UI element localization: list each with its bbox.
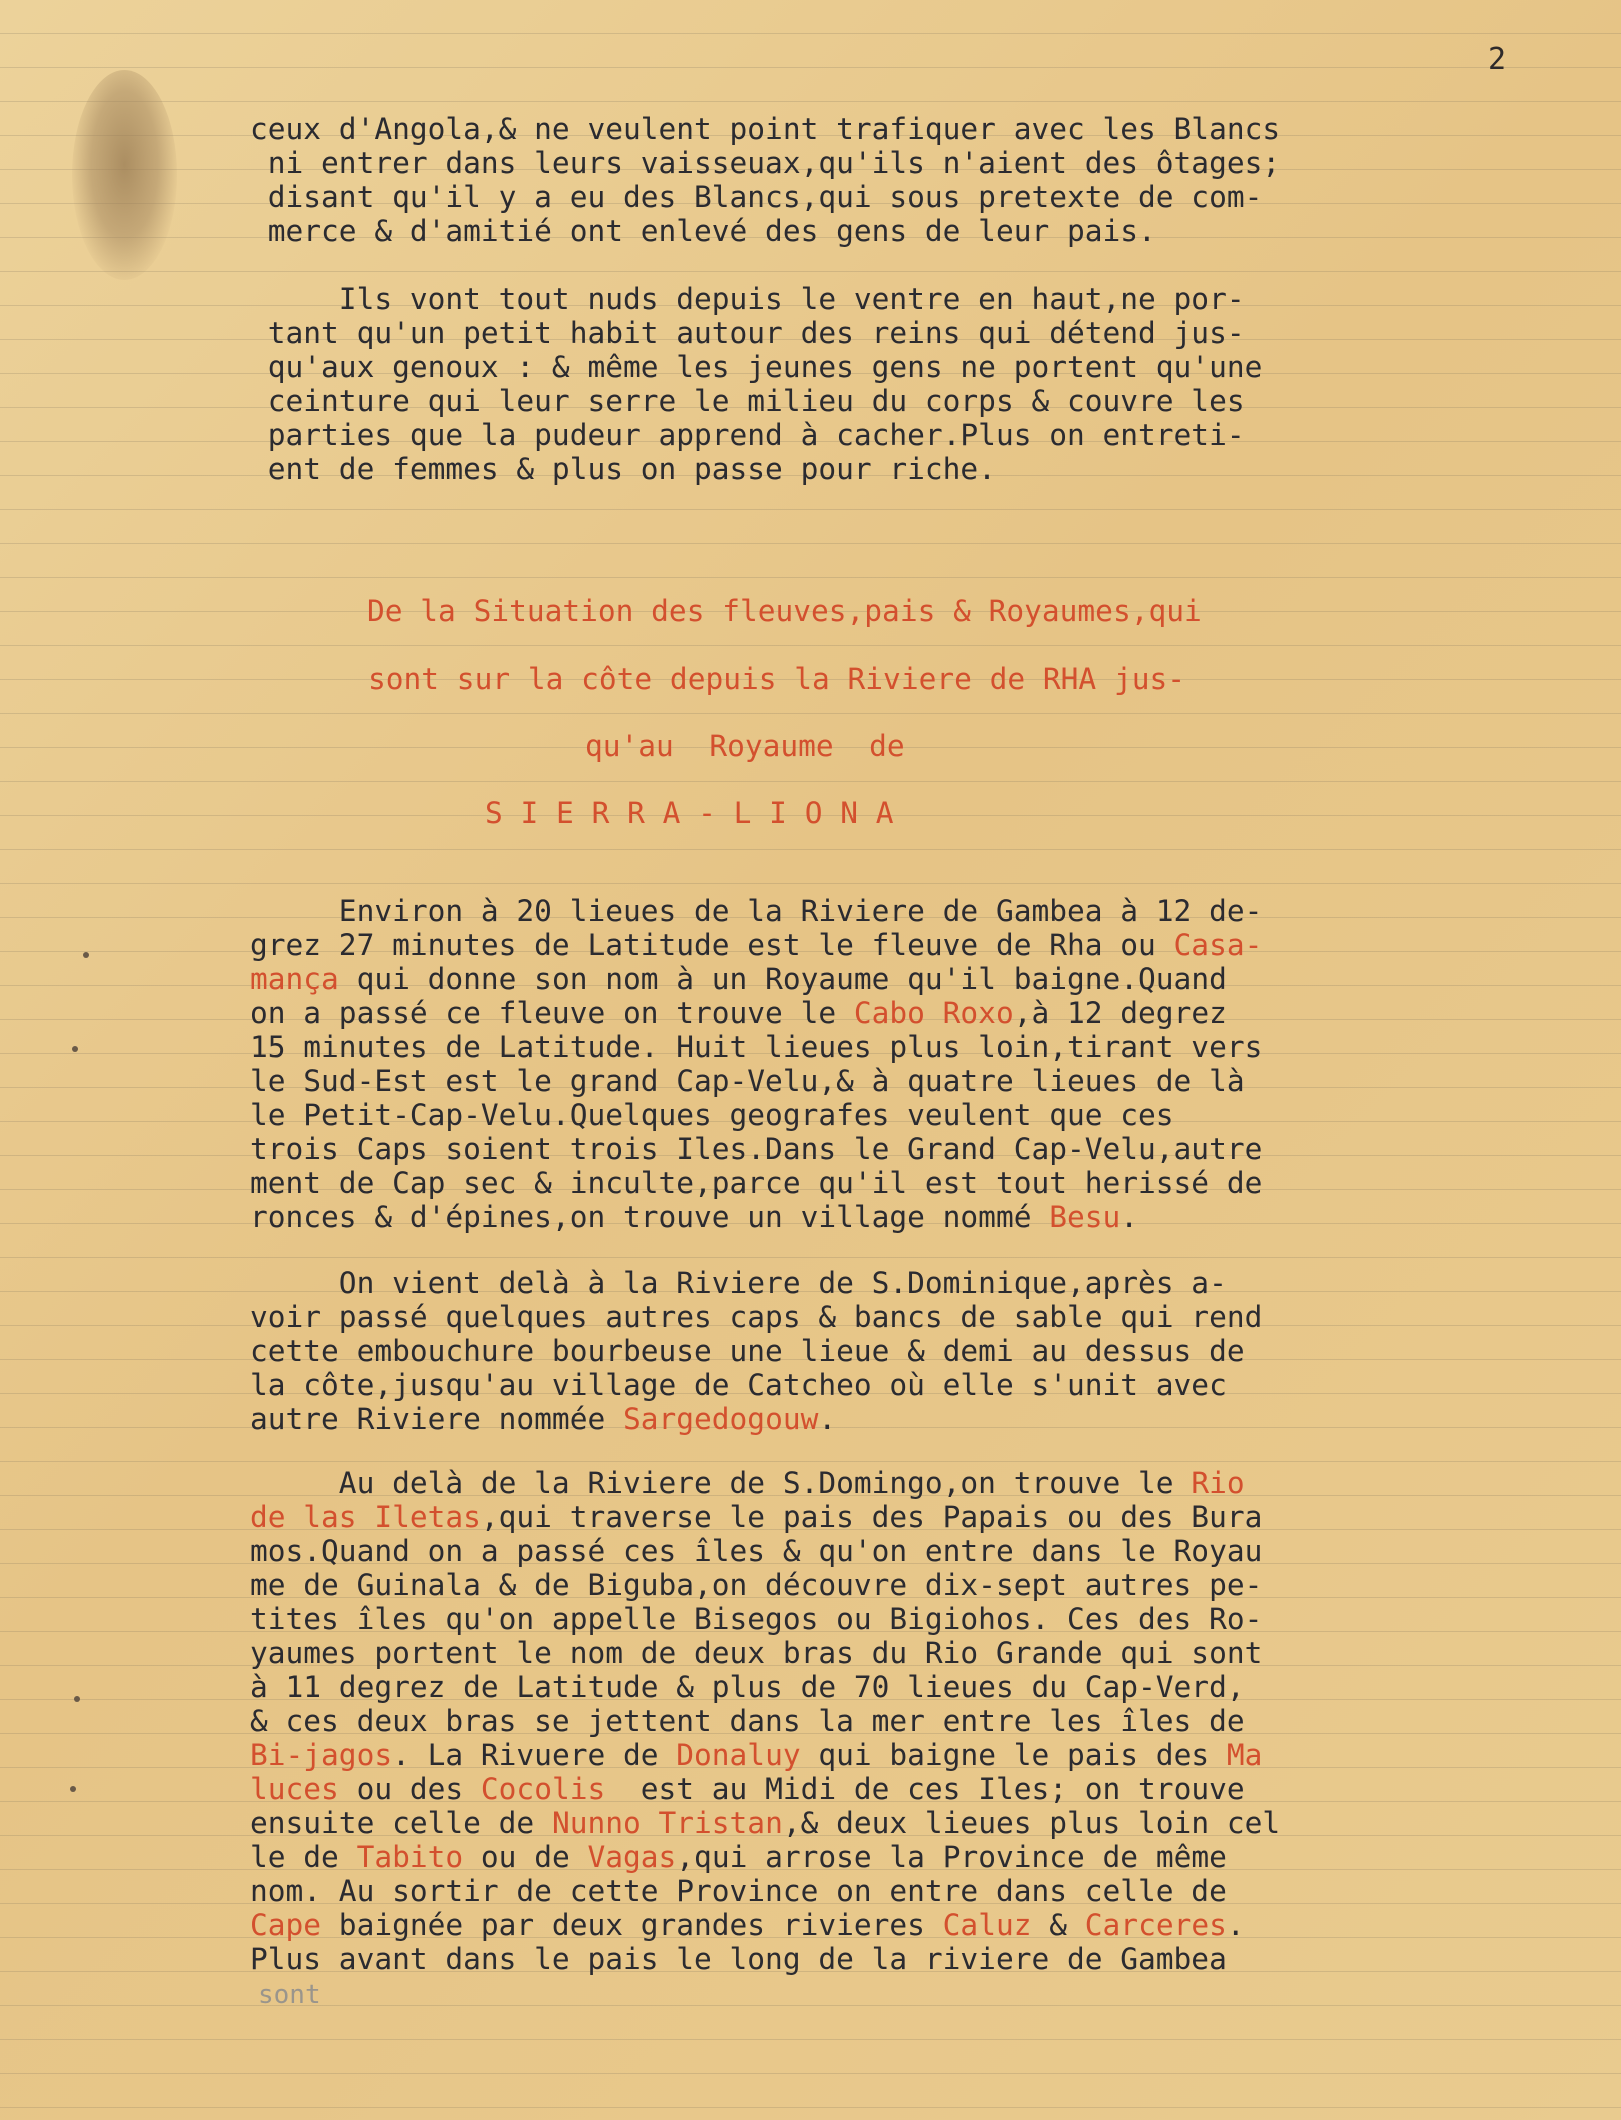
text-line bbox=[250, 1636, 1430, 1670]
text-run: Environ à 20 lieues de la Riviere de Gambea à 12 de- bbox=[250, 894, 1263, 928]
text-run: Plus avant dans le pais le long de la riviere de Gambea bbox=[250, 1942, 1227, 1976]
text-line bbox=[250, 1738, 1430, 1772]
text-run: mos.Quand on a passé ces îles & qu'on entre dans le Royau bbox=[250, 1534, 1263, 1568]
paragraph-2 bbox=[250, 282, 1430, 486]
text-run: ment de Cap sec & inculte,parce qu'il est tout herissé de bbox=[250, 1166, 1263, 1200]
place-name: Tabito bbox=[356, 1840, 464, 1874]
text-run: On vient delà à la Riviere de S.Dominique,après a- bbox=[250, 1266, 1227, 1300]
text-line bbox=[250, 1670, 1430, 1704]
text-line: ceinture qui leur serre le milieu du corps & couvre les bbox=[250, 384, 1245, 418]
text-line bbox=[250, 1402, 1430, 1436]
text-run: qui baigne le pais des bbox=[800, 1738, 1227, 1772]
place-name: Besu bbox=[1049, 1200, 1121, 1234]
text-run: le Sud-Est est le grand Cap-Velu,& à quatre lieues de là bbox=[250, 1064, 1245, 1098]
text-run: voir passé quelques autres caps & bancs de sable qui rend bbox=[250, 1300, 1263, 1334]
text-line bbox=[250, 1500, 1430, 1534]
text-line: disant qu'il y a eu des Blancs,qui sous pretexte de com- bbox=[250, 180, 1263, 214]
text-run: ou de bbox=[463, 1840, 588, 1874]
text-run: cette embouchure bourbeuse une lieue & demi au dessus de bbox=[250, 1334, 1245, 1368]
text-line bbox=[250, 1368, 1430, 1402]
text-line bbox=[250, 1030, 1430, 1064]
text-run: yaumes portent le nom de deux bras du Rio Grande qui sont bbox=[250, 1636, 1263, 1670]
text-line: merce & d'amitié ont enlevé des gens de leur pais. bbox=[250, 214, 1156, 248]
text-line: Ils vont tout nuds depuis le ventre en haut,ne por- bbox=[250, 282, 1245, 316]
text-run: le Petit-Cap-Velu.Quelques geografes veulent que ces bbox=[250, 1098, 1174, 1132]
text-line: ceux d'Angola,& ne veulent point trafiquer avec les Blancs bbox=[250, 112, 1281, 146]
place-name: luces bbox=[250, 1772, 339, 1806]
place-name: Ma bbox=[1226, 1738, 1263, 1772]
text-line bbox=[250, 1942, 1430, 1976]
paper-speck bbox=[72, 1046, 78, 1052]
text-run: tites îles qu'on appelle Bisegos ou Bigiohos. Ces des Ro- bbox=[250, 1602, 1263, 1636]
paragraph-3 bbox=[250, 894, 1430, 1234]
place-name: Cocolis bbox=[480, 1772, 606, 1806]
place-name: Carceres bbox=[1084, 1908, 1227, 1942]
page-number: 2 bbox=[1488, 42, 1507, 77]
text-run: on a passé ce fleuve on trouve le bbox=[250, 996, 854, 1030]
text-run: ensuite celle de bbox=[250, 1806, 552, 1840]
text-line: ni entrer dans leurs vaisseuax,qu'ils n'aient des ôtages; bbox=[250, 146, 1281, 180]
text-line bbox=[250, 1334, 1430, 1368]
text-run: & ces deux bras se jettent dans la mer entre les îles de bbox=[250, 1704, 1245, 1738]
heading-line-2: sont sur la côte depuis la Riviere de RHA jus- bbox=[368, 662, 1185, 696]
text-run: ou des bbox=[338, 1772, 481, 1806]
text-line bbox=[250, 1200, 1430, 1234]
place-name: Donaluy bbox=[676, 1738, 801, 1772]
text-line bbox=[250, 1466, 1430, 1500]
place-name: Cabo Roxo bbox=[853, 996, 1014, 1030]
text-run: la côte,jusqu'au village de Catcheo où elle s'unit avec bbox=[250, 1368, 1227, 1402]
place-name: Sargedogouw bbox=[622, 1402, 819, 1436]
text-line bbox=[250, 1602, 1430, 1636]
text-run: Au delà de la Riviere de S.Domingo,on trouve le bbox=[250, 1466, 1192, 1500]
text-run: ronces & d'épines,on trouve un village nommé bbox=[250, 1200, 1050, 1234]
text-line bbox=[250, 1568, 1430, 1602]
text-line bbox=[250, 1704, 1430, 1738]
text-run: nom. Au sortir de cette Province on entre dans celle de bbox=[250, 1874, 1227, 1908]
text-run: & bbox=[1031, 1908, 1085, 1942]
text-run: ,à 12 degrez bbox=[1013, 996, 1227, 1030]
catchword: sont bbox=[258, 1980, 321, 2010]
text-line bbox=[250, 996, 1430, 1030]
text-line bbox=[250, 1534, 1430, 1568]
text-run: à 11 degrez de Latitude & plus de 70 lieues du Cap-Verd, bbox=[250, 1670, 1245, 1704]
text-line bbox=[250, 1266, 1430, 1300]
text-run: ,qui arrose la Province de même bbox=[676, 1840, 1227, 1874]
text-line: tant qu'un petit habit autour des reins qui détend jus- bbox=[250, 316, 1245, 350]
text-run: ,qui traverse le pais des Papais ou des Bura bbox=[480, 1500, 1263, 1534]
text-line: qu'aux genoux : & même les jeunes gens ne portent qu'une bbox=[250, 350, 1263, 384]
paper-speck bbox=[74, 1696, 80, 1702]
paper-stain bbox=[72, 70, 177, 280]
text-line bbox=[250, 1772, 1430, 1806]
text-run: qui donne son nom à un Royaume qu'il baigne.Quand bbox=[338, 962, 1227, 996]
text-line bbox=[250, 894, 1430, 928]
text-line: parties que la pudeur apprend à cacher.Plus on entreti- bbox=[250, 418, 1245, 452]
place-name: Rio bbox=[1191, 1466, 1245, 1500]
paragraph-4 bbox=[250, 1266, 1430, 1436]
place-name: Nunno Tristan bbox=[551, 1806, 783, 1840]
text-run: est au Midi de ces Iles; on trouve bbox=[605, 1772, 1245, 1806]
place-name: Casa- bbox=[1173, 928, 1263, 962]
text-line bbox=[250, 1132, 1430, 1166]
text-run: 15 minutes de Latitude. Huit lieues plus loin,tirant vers bbox=[250, 1030, 1263, 1064]
text-line bbox=[250, 1098, 1430, 1132]
text-run: autre Riviere nommée bbox=[250, 1402, 623, 1436]
heading-title: S I E R R A - L I O N A bbox=[485, 796, 894, 830]
text-run: le de bbox=[250, 1840, 357, 1874]
paper-speck bbox=[70, 1786, 76, 1792]
text-run: . La Rivuere de bbox=[392, 1738, 677, 1772]
place-name: mança bbox=[250, 962, 339, 996]
text-line bbox=[250, 1166, 1430, 1200]
text-line: ent de femmes & plus on passe pour riche. bbox=[250, 452, 996, 486]
text-line bbox=[250, 1064, 1430, 1098]
heading-line-1: De la Situation des fleuves,pais & Royaumes,qui bbox=[367, 594, 1202, 628]
text-run: . bbox=[1226, 1908, 1245, 1942]
place-name: de las Iletas bbox=[250, 1500, 481, 1534]
text-run: trois Caps soient trois Iles.Dans le Grand Cap-Velu,autre bbox=[250, 1132, 1263, 1166]
text-line bbox=[250, 1908, 1430, 1942]
text-line bbox=[250, 962, 1430, 996]
text-run: ,& deux lieues plus loin cel bbox=[782, 1806, 1281, 1840]
paragraph-5 bbox=[250, 1466, 1430, 1976]
text-line bbox=[250, 1874, 1430, 1908]
text-run: . bbox=[1120, 1200, 1139, 1234]
place-name: Bi-jagos bbox=[250, 1738, 393, 1772]
place-name: Cape bbox=[250, 1908, 322, 1942]
text-line bbox=[250, 928, 1430, 962]
text-line bbox=[250, 1300, 1430, 1334]
text-run: grez 27 minutes de Latitude est le fleuve de Rha ou bbox=[250, 928, 1174, 962]
text-run: baignée par deux grandes rivieres bbox=[321, 1908, 943, 1942]
text-run: me de Guinala & de Biguba,on découvre dix-sept autres pe- bbox=[250, 1568, 1263, 1602]
place-name: Caluz bbox=[942, 1908, 1032, 1942]
heading-line-3: qu'au Royaume de bbox=[585, 729, 905, 763]
text-line bbox=[250, 1806, 1430, 1840]
paper-speck bbox=[83, 952, 89, 958]
text-line bbox=[250, 1840, 1430, 1874]
place-name: Vagas bbox=[587, 1840, 677, 1874]
text-run: . bbox=[818, 1402, 837, 1436]
paragraph-1 bbox=[250, 112, 1430, 248]
